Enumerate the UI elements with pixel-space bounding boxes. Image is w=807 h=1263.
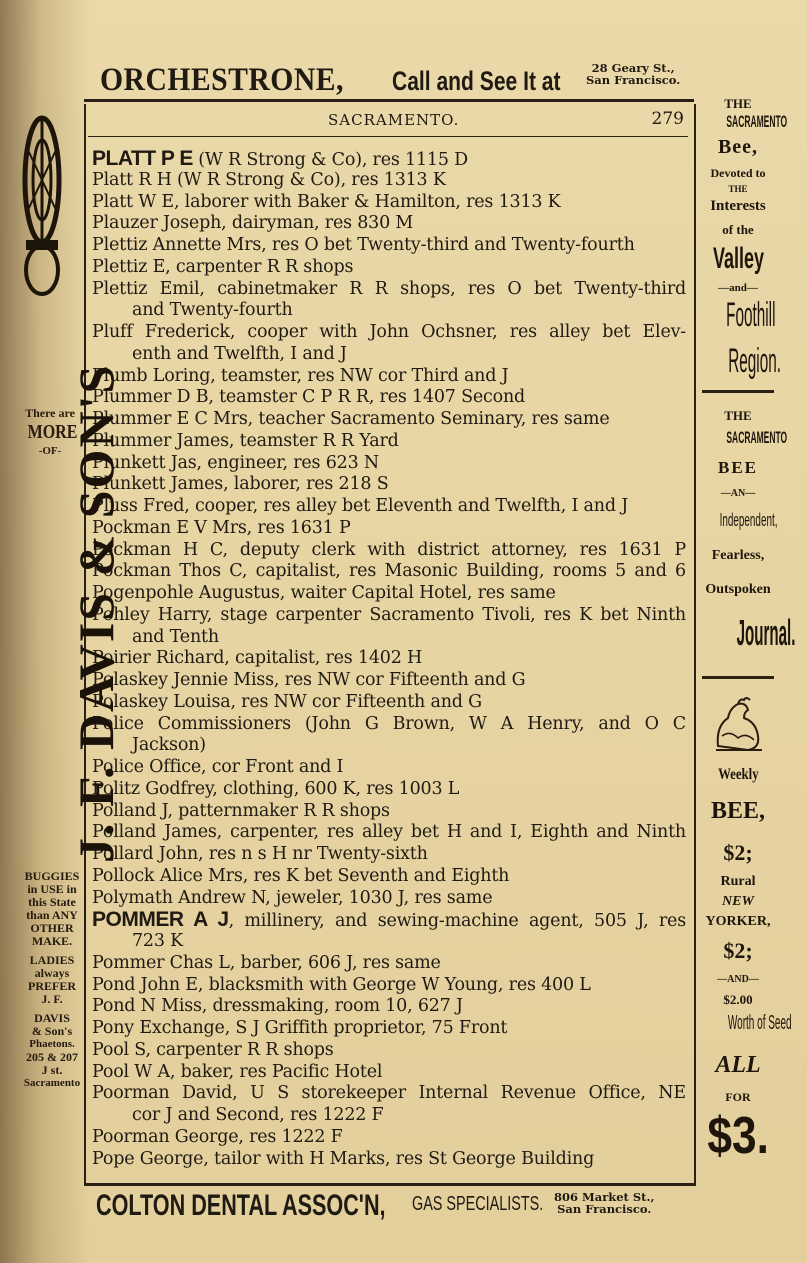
entry-text: , millinery, and sewing-machine agent, 505 J, res bbox=[228, 911, 686, 932]
ad-price-seed: $2.00 bbox=[723, 992, 753, 1007]
directory-entry bbox=[92, 757, 686, 779]
entry-continuation bbox=[92, 931, 686, 953]
entry-text: Platt R H (W R Strong & Co), res 1313 K bbox=[92, 169, 446, 190]
ad-worth-of-seed: Worth of Seed bbox=[727, 1012, 792, 1034]
ad-an: —AN— bbox=[720, 488, 756, 499]
entry-text: Pollard John, res n s H nr Twenty-sixth bbox=[92, 844, 428, 864]
entry-text: Pond N Miss, dressmaking, room 10, 627 J bbox=[92, 996, 463, 1017]
bottom-address-line1: 806 Market St., bbox=[554, 1190, 655, 1204]
ad-bee: Bee, bbox=[717, 136, 759, 158]
ad-fearless: Fearless, bbox=[711, 548, 765, 563]
entry-text: and Tenth bbox=[132, 626, 219, 647]
entry-text: Pohley Harry, stage carpenter Sacramento Tivoli, res K bet Ninth bbox=[92, 604, 686, 625]
ad-yorker: YORKER, bbox=[705, 914, 771, 929]
left-ad-line: J st. bbox=[41, 1063, 63, 1077]
top-address bbox=[586, 62, 680, 86]
entry-text: Police Office, cor Front and I bbox=[92, 757, 344, 777]
ad-all: ALL bbox=[715, 1052, 761, 1078]
bottom-advertisement-banner bbox=[96, 1183, 696, 1223]
directory-entry bbox=[92, 844, 686, 866]
left-ad-line: Sacramento bbox=[23, 1077, 81, 1089]
ad-the-2: THE bbox=[728, 184, 748, 194]
ad-divider-1 bbox=[702, 390, 774, 393]
running-header bbox=[88, 108, 688, 134]
directory-entry bbox=[92, 387, 686, 409]
there-are-text: There are bbox=[25, 406, 75, 420]
entry-continuation bbox=[92, 1105, 686, 1127]
entry-text: Pony Exchange, S J Griffith proprietor, 75 Front bbox=[92, 1018, 508, 1038]
entry-text: Plunkett Jas, engineer, res 623 N bbox=[92, 452, 379, 473]
directory-entry bbox=[92, 235, 686, 257]
directory-entry bbox=[92, 474, 686, 496]
directory-entry bbox=[92, 1018, 686, 1040]
directory-entry bbox=[92, 888, 686, 910]
left-ad-line: PREFER bbox=[28, 979, 76, 993]
ad-the: THE bbox=[724, 96, 752, 111]
entry-text: Police Commissioners (John G Brown, W A Henry, and O C bbox=[92, 713, 686, 734]
colton-dental-brand: COLTON DENTAL ASSOC'N, bbox=[96, 1189, 386, 1222]
buggy-wheel-icon bbox=[22, 110, 62, 300]
entry-text: Pool S, carpenter R R shops bbox=[92, 1039, 334, 1060]
ad-price-bee: $2; bbox=[723, 840, 753, 865]
entry-text: Plumb Loring, teamster, res NW cor Third and J bbox=[92, 365, 509, 386]
directory-entry bbox=[92, 953, 686, 975]
entry-text: (W R Strong & Co), res 1115 D bbox=[192, 150, 468, 170]
rooster-icon bbox=[708, 696, 768, 754]
left-ad-line: OTHER bbox=[30, 921, 74, 935]
left-ad-line: Phaetons. bbox=[29, 1038, 75, 1050]
top-address-line1: 28 Geary St., bbox=[591, 61, 675, 75]
ad-new: NEW bbox=[722, 894, 754, 909]
directory-entry bbox=[92, 866, 686, 888]
directory-entry bbox=[92, 1149, 686, 1171]
entry-text: Jackson) bbox=[132, 735, 206, 756]
directory-entry bbox=[92, 170, 686, 192]
left-ad-line: DAVIS bbox=[34, 1011, 70, 1025]
directory-entry bbox=[92, 822, 686, 844]
page-number: 279 bbox=[651, 109, 684, 129]
directory-entry bbox=[92, 279, 686, 301]
ad-rural: Rural bbox=[720, 874, 756, 889]
left-ad-line: than ANY bbox=[26, 908, 78, 922]
left-ad-line: & Son's bbox=[31, 1024, 73, 1038]
entry-text: Plettiz Emil, cabinetmaker R R shops, res O bet Twenty-third bbox=[92, 278, 686, 299]
directory-entries bbox=[92, 148, 686, 1170]
ad-the-3: THE bbox=[724, 408, 752, 423]
bottom-address bbox=[554, 1191, 654, 1215]
directory-entry bbox=[92, 605, 686, 627]
gas-specialists-text: GAS SPECIALISTS. bbox=[412, 1193, 544, 1215]
entry-text: Plettiz Annette Mrs, res O bet Twenty-third and Twenty-fourth bbox=[92, 235, 635, 255]
directory-entry bbox=[92, 409, 686, 431]
directory-entry bbox=[92, 453, 686, 475]
left-ad-line: LADIES bbox=[29, 953, 75, 967]
ad-devoted-to: Devoted to bbox=[710, 166, 766, 180]
entry-text: Poirier Richard, capitalist, res 1402 H bbox=[92, 648, 423, 669]
entry-text: Polaskey Jennie Miss, res NW cor Fifteenth and G bbox=[92, 670, 526, 690]
left-ad-line: 205 & 207 bbox=[26, 1050, 78, 1064]
ad-sacramento-2: SACRAMENTO bbox=[726, 428, 788, 447]
entry-text: Pockman H C, deputy clerk with district attorney, res 1631 P bbox=[92, 539, 686, 560]
directory-entry bbox=[92, 975, 686, 997]
entry-text: Plauzer Joseph, dairyman, res 830 M bbox=[92, 213, 414, 234]
davis-vertical-name: J. F. DAVIS & SON'S bbox=[68, 363, 124, 863]
left-ad-line: in USE in bbox=[27, 882, 77, 896]
entry-text: Pond John E, blacksmith with George W Young, res 400 L bbox=[92, 974, 591, 995]
entry-continuation bbox=[92, 344, 686, 366]
entry-text: Pluss Fred, cooper, res alley bet Eleventh and Twelfth, I and J bbox=[92, 496, 629, 516]
orchestrone-brand: ORCHESTRONE, bbox=[100, 62, 344, 98]
top-address-line2: San Francisco. bbox=[586, 73, 681, 87]
directory-entry bbox=[92, 1083, 686, 1105]
entry-text: Plummer James, teamster R R Yard bbox=[92, 430, 399, 451]
ad-price-total: $3. bbox=[707, 1107, 769, 1165]
ad-foothill: Foothill bbox=[726, 296, 776, 334]
entry-text: Poorman David, U S storekeeper Internal Revenue Office, NE bbox=[92, 1083, 686, 1104]
directory-entry bbox=[92, 648, 686, 670]
ad-of-the: of the bbox=[722, 222, 754, 237]
entry-text: Pommer Chas L, barber, 606 J, res same bbox=[92, 952, 441, 973]
directory-entry bbox=[92, 322, 686, 344]
entry-text: Plummer D B, teamster C P R R, res 1407 Second bbox=[92, 387, 526, 408]
entry-text: Plummer E C Mrs, teacher Sacramento Seminary, res same bbox=[92, 409, 610, 429]
directory-entry bbox=[92, 366, 686, 388]
entry-bold-name: PLATT P E bbox=[92, 147, 193, 170]
ad-independent: Independent, bbox=[719, 510, 778, 530]
ad-and: —and— bbox=[718, 282, 758, 294]
header-city: SACRAMENTO. bbox=[328, 111, 460, 129]
header-rule bbox=[88, 136, 688, 137]
directory-entry bbox=[92, 496, 686, 518]
entry-text: Pogenpohle Augustus, waiter Capital Hotel, res same bbox=[92, 583, 556, 603]
of-text: -OF- bbox=[38, 445, 62, 457]
directory-entry bbox=[92, 714, 686, 736]
entry-text: Pockman E V Mrs, res 1631 P bbox=[92, 517, 351, 538]
directory-entry bbox=[92, 692, 686, 714]
directory-entry bbox=[92, 518, 686, 540]
left-ad-line: MAKE. bbox=[31, 934, 73, 948]
left-ad-line: J. F. bbox=[41, 992, 63, 1006]
entry-text: Politz Godfrey, clothing, 600 K, res 1003 L bbox=[92, 778, 460, 799]
entry-bold-name: POMMER A J bbox=[92, 908, 229, 932]
entry-text: and Twenty-fourth bbox=[132, 300, 293, 321]
entry-text: cor J and Second, res 1222 F bbox=[132, 1105, 384, 1125]
ad-weekly: Weekly bbox=[717, 766, 759, 783]
ad-bee-3: BEE, bbox=[710, 798, 766, 824]
ad-valley: Valley bbox=[713, 242, 765, 275]
directory-entry bbox=[92, 148, 686, 170]
ad-journal: Journal. bbox=[736, 612, 796, 653]
directory-entry bbox=[92, 192, 686, 214]
entry-text: Pollock Alice Mrs, res K bet Seventh and Eighth bbox=[92, 865, 510, 886]
directory-entry bbox=[92, 670, 686, 692]
bottom-address-line2: San Francisco. bbox=[557, 1202, 652, 1216]
directory-entry bbox=[92, 583, 686, 605]
right-advertisement bbox=[696, 96, 807, 1196]
entry-text: Polymath Andrew N, jeweler, 1030 J, res same bbox=[92, 887, 493, 908]
entry-text: Pool W A, baker, res Pacific Hotel bbox=[92, 1061, 383, 1082]
left-ad-line: BUGGIES bbox=[24, 869, 80, 883]
entry-text: Pluff Frederick, cooper with John Ochsner, res alley bet Elev- bbox=[92, 322, 686, 342]
entry-text: Platt W E, laborer with Baker & Hamilton, res 1313 K bbox=[92, 191, 561, 212]
entry-text: enth and Twelfth, I and J bbox=[132, 343, 347, 364]
ad-for: FOR bbox=[725, 1090, 751, 1104]
left-ad-line: this State bbox=[28, 895, 76, 909]
directory-entry bbox=[92, 909, 686, 931]
entry-text: 723 K bbox=[132, 931, 184, 951]
ad-sacramento: SACRAMENTO bbox=[726, 112, 788, 131]
directory-entry bbox=[92, 1062, 686, 1084]
left-ad-body bbox=[20, 870, 84, 1090]
ad-divider-2 bbox=[702, 676, 774, 679]
entry-text: Plettiz E, carpenter R R shops bbox=[92, 256, 354, 277]
top-advertisement-banner bbox=[100, 62, 700, 98]
directory-entry bbox=[92, 1040, 686, 1062]
directory-entry bbox=[92, 540, 686, 562]
directory-entry bbox=[92, 1127, 686, 1149]
entry-text: Poorman George, res 1222 F bbox=[92, 1126, 343, 1147]
entry-text: Pockman Thos C, capitalist, res Masonic Building, rooms 5 and 6 bbox=[92, 561, 686, 582]
ad-region: Region. bbox=[728, 342, 781, 380]
entry-continuation bbox=[92, 300, 686, 322]
entry-continuation bbox=[92, 735, 686, 757]
left-ad-line: always bbox=[34, 966, 70, 980]
entry-text: Plunkett James, laborer, res 218 S bbox=[92, 474, 389, 495]
directory-entry bbox=[92, 213, 686, 235]
directory-entry bbox=[92, 779, 686, 801]
directory-entry bbox=[92, 996, 686, 1018]
entry-text: Pope George, tailor with H Marks, res St George Building bbox=[92, 1148, 595, 1169]
more-text: MORE bbox=[27, 421, 78, 443]
call-and-see-text: Call and See It at bbox=[392, 66, 561, 96]
left-advertisement bbox=[0, 100, 124, 1200]
directory-entry bbox=[92, 801, 686, 823]
ad-bee-2: BEE bbox=[717, 458, 759, 477]
entry-text: Polland James, carpenter, res alley bet H and I, Eighth and Ninth bbox=[92, 822, 686, 843]
entry-text: Polland J, patternmaker R R shops bbox=[92, 800, 390, 821]
entry-text: Polaskey Louisa, res NW cor Fifteenth and G bbox=[92, 691, 482, 712]
ad-outspoken: Outspoken bbox=[705, 582, 771, 597]
ad-price-yorker: $2; bbox=[723, 938, 753, 963]
directory-entry bbox=[92, 561, 686, 583]
directory-entry bbox=[92, 431, 686, 453]
ad-and-2: —AND— bbox=[717, 974, 759, 985]
entry-continuation bbox=[92, 627, 686, 649]
directory-entry bbox=[92, 257, 686, 279]
top-rule bbox=[84, 99, 694, 102]
ad-interests: Interests bbox=[710, 198, 766, 214]
